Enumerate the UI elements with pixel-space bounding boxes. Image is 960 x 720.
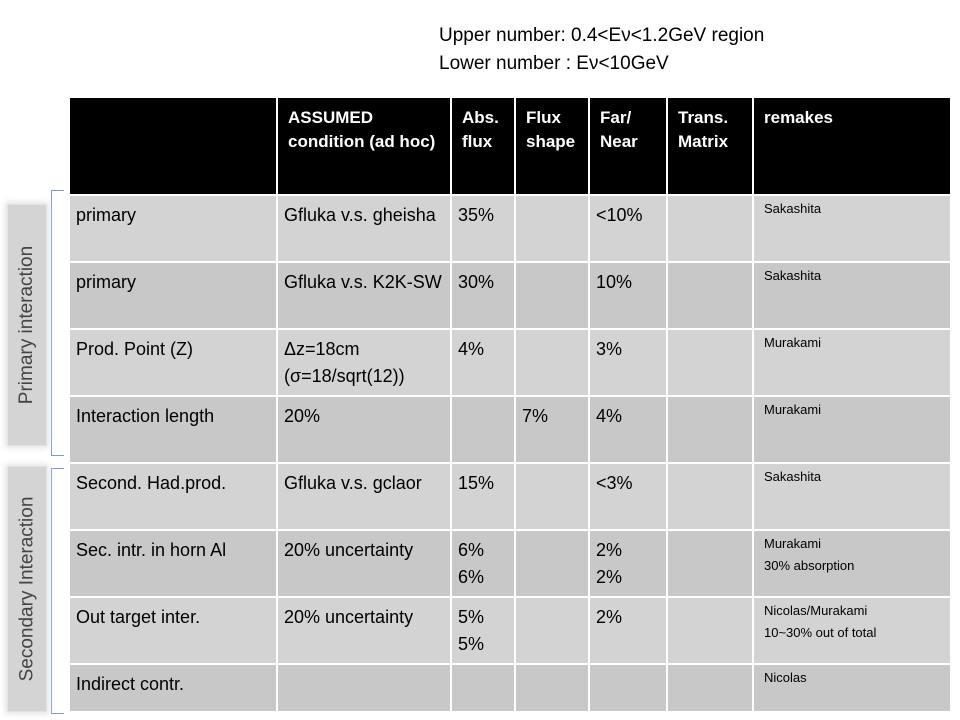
cell-assumed-condition: Gfluka v.s. gheisha — [277, 195, 451, 262]
cell-item: Indirect contr. — [69, 664, 277, 712]
cell-item: Second. Had.prod. — [69, 463, 277, 530]
cell-remakes: Murakami — [753, 329, 951, 396]
table-row — [69, 195, 951, 262]
cell-abs-flux: 15% — [451, 463, 515, 530]
cell-remakes: Murakami — [753, 396, 951, 463]
cell-trans-matrix — [667, 329, 753, 396]
cell-abs-flux — [451, 664, 515, 712]
cell-assumed-condition: 20% uncertainty — [277, 530, 451, 597]
cell-trans-matrix — [667, 664, 753, 712]
cell-far-near: 2% — [589, 597, 667, 664]
cell-trans-matrix — [667, 463, 753, 530]
cell-far-near — [589, 664, 667, 712]
primary-group-bracket — [51, 190, 64, 456]
cell-far-near: 2% 2% — [589, 530, 667, 597]
cell-remakes: Sakashita — [753, 195, 951, 262]
secondary-group-bracket — [51, 468, 64, 714]
cell-assumed-condition: Gfluka v.s. K2K-SW — [277, 262, 451, 329]
cell-abs-flux: 30% — [451, 262, 515, 329]
cell-abs-flux: 35% — [451, 195, 515, 262]
header-cell-remakes: remakes — [753, 97, 951, 195]
cell-assumed-condition: 20% — [277, 396, 451, 463]
table-row — [69, 262, 951, 329]
table-row — [69, 664, 951, 712]
note-lower-number: Lower number : Eν<10GeV — [439, 53, 669, 74]
cell-remakes: Sakashita — [753, 463, 951, 530]
cell-remakes: Sakashita — [753, 262, 951, 329]
cell-item: primary — [69, 195, 277, 262]
cell-assumed-condition: Δz=18cm (σ=18/sqrt(12)) — [277, 329, 451, 396]
cell-item: Sec. intr. in horn Al — [69, 530, 277, 597]
secondary-interaction-text: Secondary Interaction — [16, 496, 37, 682]
cell-item: Out target inter. — [69, 597, 277, 664]
cell-remakes: Murakami 30% absorption — [753, 530, 951, 597]
primary-interaction-text: Primary interaction — [16, 245, 38, 405]
table-row — [69, 597, 951, 664]
cell-trans-matrix — [667, 530, 753, 597]
cell-flux-shape — [515, 664, 589, 712]
cell-abs-flux: 4% — [451, 329, 515, 396]
cell-remakes: Nicolas — [753, 664, 951, 712]
cell-trans-matrix — [667, 396, 753, 463]
cell-flux-shape — [515, 329, 589, 396]
cell-flux-shape — [515, 463, 589, 530]
cell-flux-shape: 7% — [515, 396, 589, 463]
cell-trans-matrix — [667, 262, 753, 329]
primary-interaction-label — [7, 204, 47, 446]
header-cell-flux-shape: Flux shape — [515, 97, 589, 195]
cell-far-near: 3% — [589, 329, 667, 396]
cell-abs-flux — [451, 396, 515, 463]
cell-item: Prod. Point (Z) — [69, 329, 277, 396]
cell-flux-shape — [515, 195, 589, 262]
table-header-row — [69, 97, 951, 195]
header-cell-far-near: Far/ Near — [589, 97, 667, 195]
cell-flux-shape — [515, 597, 589, 664]
table-row — [69, 396, 951, 463]
cell-flux-shape — [515, 262, 589, 329]
table-row — [69, 463, 951, 530]
table-row — [69, 530, 951, 597]
cell-item: Interaction length — [69, 396, 277, 463]
cell-abs-flux: 6% 6% — [451, 530, 515, 597]
cell-far-near: <3% — [589, 463, 667, 530]
cell-far-near: 10% — [589, 262, 667, 329]
cell-flux-shape — [515, 530, 589, 597]
secondary-interaction-label — [7, 466, 47, 712]
cell-trans-matrix — [667, 195, 753, 262]
cell-trans-matrix — [667, 597, 753, 664]
cell-remakes: Nicolas/Murakami 10~30% out of total — [753, 597, 951, 664]
cell-far-near: 4% — [589, 396, 667, 463]
header-cell-abs-flux: Abs. flux — [451, 97, 515, 195]
cell-abs-flux: 5% 5% — [451, 597, 515, 664]
cell-assumed-condition: Gfluka v.s. gclaor — [277, 463, 451, 530]
header-cell-item — [69, 97, 277, 195]
systematic-errors-table — [68, 96, 952, 713]
header-cell-trans-matrix: Trans. Matrix — [667, 97, 753, 195]
cell-assumed-condition: 20% uncertainty — [277, 597, 451, 664]
table-row — [69, 329, 951, 396]
cell-far-near: <10% — [589, 195, 667, 262]
cell-item: primary — [69, 262, 277, 329]
header-cell-assumed-condition: ASSUMED condition (ad hoc) — [277, 97, 451, 195]
cell-assumed-condition — [277, 664, 451, 712]
note-upper-number: Upper number: 0.4<Eν<1.2GeV region — [439, 25, 765, 46]
